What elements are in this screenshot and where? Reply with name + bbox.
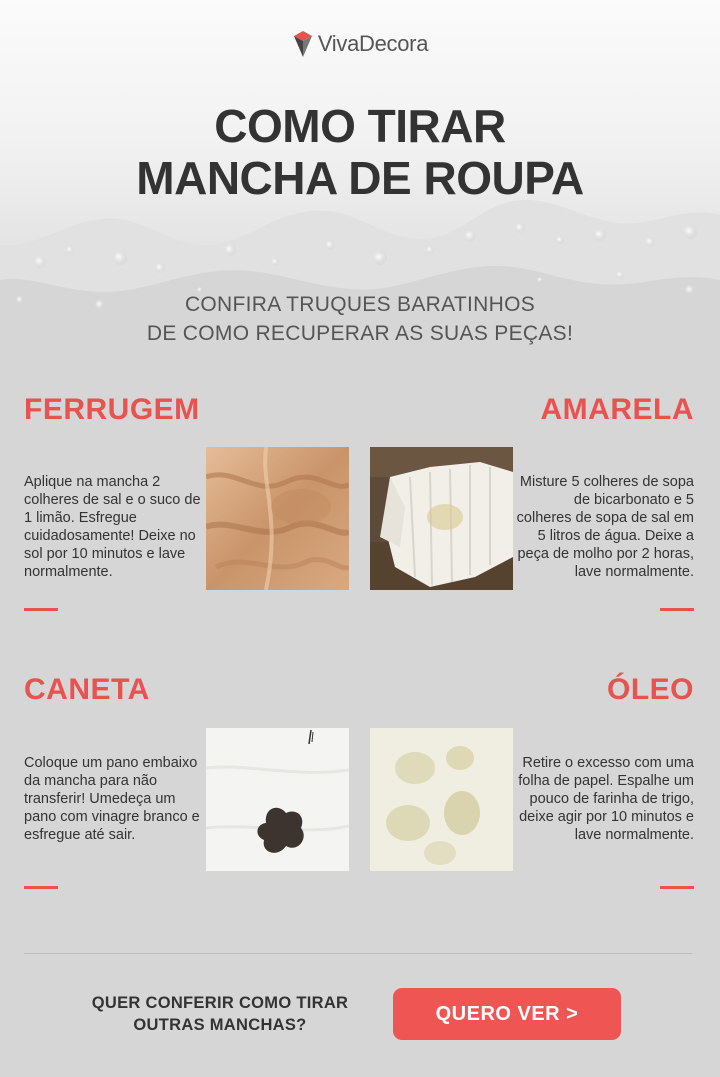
tip-line: colheres de sopa de sal em — [516, 510, 694, 526]
page-subtitle-line-2: DE COMO RECUPERAR AS SUAS PEÇAS! — [146, 322, 574, 345]
page-subtitle-line-1: CONFIRA TRUQUES BARATINHOS — [184, 293, 536, 316]
tip-line: lave normalmente. — [574, 827, 694, 843]
tip-line: deixe agir por 10 minutos e — [519, 809, 694, 825]
quero-ver-button[interactable]: QUERO VER > — [393, 988, 621, 1040]
tip-line: Coloque um pano embaixo — [24, 755, 198, 771]
tip-description-oleo — [466, 754, 694, 844]
tip-line: sol por 10 minutos e lave — [24, 546, 186, 562]
tip-description-amarela — [466, 473, 694, 581]
tip-heading-oleo: ÓLEO — [606, 673, 694, 706]
cta-question — [60, 992, 380, 1036]
accent-dash — [24, 608, 58, 611]
cta-question-line-2: OUTRAS MANCHAS? — [133, 1016, 307, 1034]
tip-line: colheres de sal e o suco de — [24, 492, 201, 508]
page-subtitle — [0, 290, 720, 348]
tip-description-ferrugem — [24, 473, 234, 581]
tip-line: Retire o excesso com uma — [522, 755, 694, 771]
cta-question-line-1: QUER CONFERIR COMO TIRAR — [91, 994, 349, 1012]
tip-line: normalmente. — [24, 564, 113, 580]
tip-heading-ferrugem: FERRUGEM — [24, 393, 200, 426]
tip-line: 5 litros de água. Deixe a — [537, 528, 694, 544]
tip-heading-caneta: CANETA — [24, 673, 150, 706]
accent-dash — [660, 886, 694, 889]
section-divider — [24, 953, 692, 954]
tip-description-caneta — [24, 754, 246, 844]
tip-line: transferir! Umedeça um — [24, 791, 176, 807]
brand-name: VivaDecora — [317, 31, 429, 57]
tip-line: cuidadosamente! Deixe no — [24, 528, 196, 544]
tip-heading-amarela: AMARELA — [540, 393, 694, 426]
accent-dash — [24, 886, 58, 889]
vivadecora-gem-logo-icon — [292, 31, 314, 57]
page-title-line-2: MANCHA DE ROUPA — [136, 152, 584, 204]
tip-line: Aplique na mancha 2 — [24, 474, 161, 490]
tip-line: lave normalmente. — [574, 564, 694, 580]
page-title-line-1: COMO TIRAR — [214, 100, 506, 152]
tip-line: Misture 5 colheres de sopa — [519, 474, 694, 490]
tip-line: 1 limão. Esfregue — [24, 510, 137, 526]
tip-line: de bicarbonato e 5 — [573, 492, 694, 508]
brand-logo — [0, 30, 720, 57]
tip-line: pouco de farinha de trigo, — [529, 791, 694, 807]
accent-dash — [660, 608, 694, 611]
tip-line: peça de molho por 2 horas, — [517, 546, 694, 562]
tip-line: pano com vinagre branco e — [24, 809, 200, 825]
page-title — [0, 100, 720, 204]
tip-line: esfregue até sair. — [24, 827, 136, 843]
tip-line: folha de papel. Espalhe um — [518, 773, 694, 789]
tip-line: da mancha para não — [24, 773, 158, 789]
